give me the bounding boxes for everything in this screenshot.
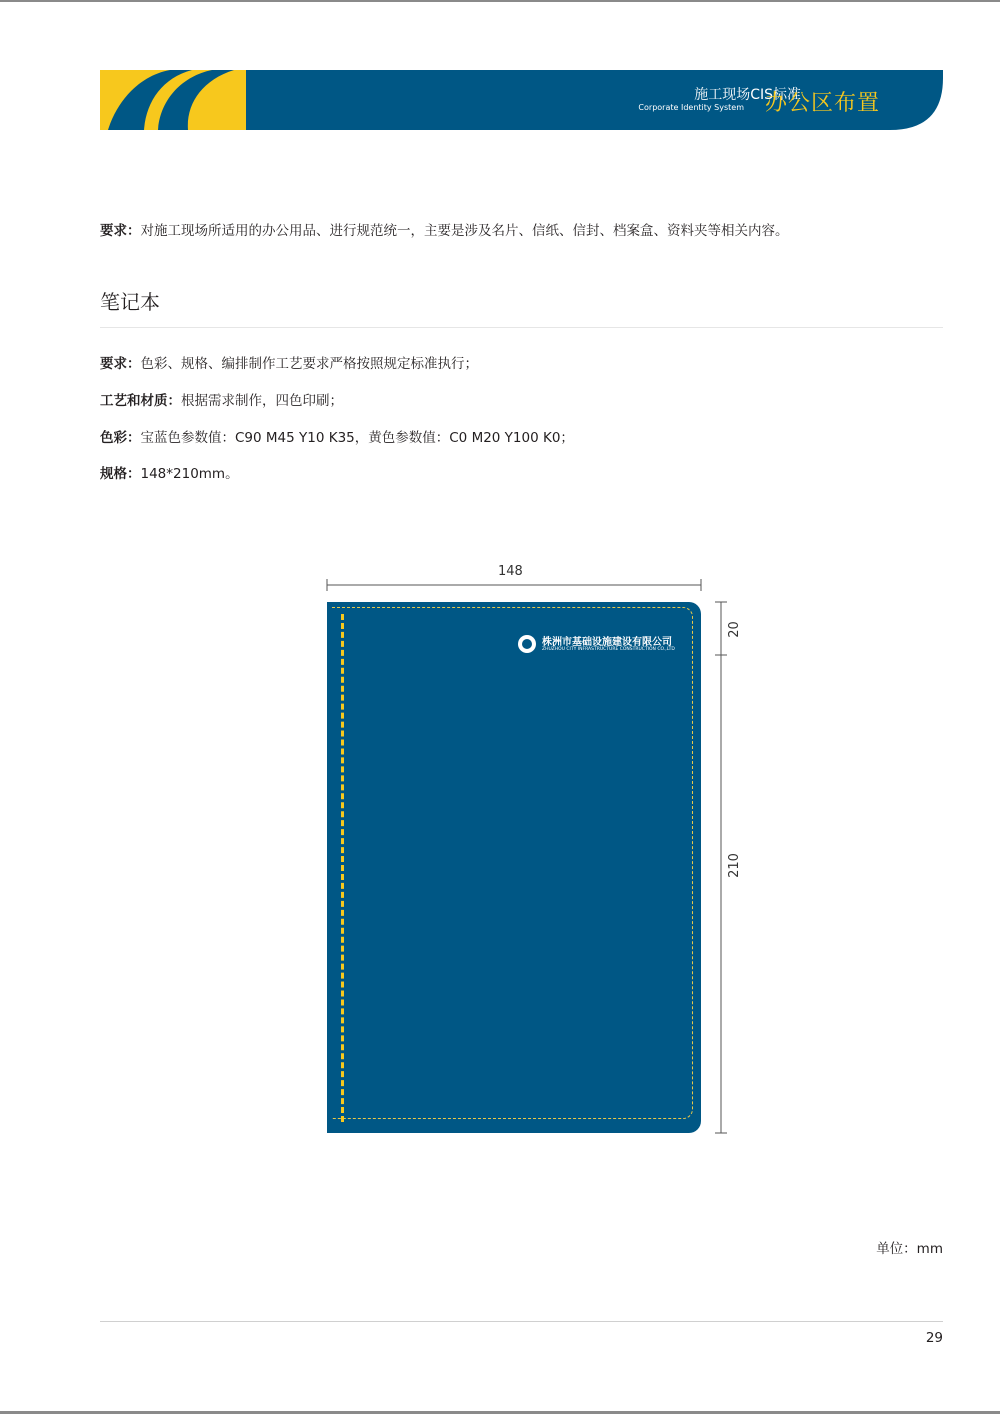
spec-label: 工艺和材质：	[100, 393, 181, 409]
footer-divider	[100, 1321, 943, 1322]
height-dimension-label: 210	[726, 853, 742, 878]
company-logo	[518, 632, 678, 658]
intro-requirement	[100, 219, 789, 239]
header-subtitle-cn: 施工现场CIS标准	[694, 87, 801, 103]
intro-label: 要求：	[100, 223, 141, 239]
company-name-en: ZHUZHOU CITY INFRASTRUCTURE CONSTRUCTION CO.,LTD	[542, 647, 675, 652]
intro-text: 对施工现场所适用的办公用品、进行规范统一，主要是涉及名片、信纸、信封、档案盒、资料夹等相关内容。	[140, 223, 789, 239]
header-section-title: 办公区布置	[765, 91, 881, 116]
spec-label: 要求：	[100, 356, 141, 372]
spec-text: 色彩、规格、编排制作工艺要求严格按照规定标准执行；	[140, 356, 478, 372]
spine-stitch-line	[341, 614, 344, 1122]
spec-label: 色彩：	[100, 430, 141, 446]
spec-label: 规格：	[100, 466, 141, 482]
spec-text: 宝蓝色参数值：C90 M45 Y10 K35，黄色参数值：C0 M20 Y100 K0；	[140, 430, 574, 446]
top-margin-dimension-label: 20	[726, 621, 742, 638]
section-divider	[100, 327, 943, 328]
header-subtitle-en: Corporate Identity System	[638, 103, 744, 112]
spec-color	[100, 426, 574, 446]
page-number: 29	[925, 1330, 943, 1346]
spec-size	[100, 462, 239, 482]
spec-material	[100, 389, 343, 409]
section-title: 笔记本	[100, 290, 160, 314]
spec-requirement	[100, 352, 478, 372]
top-border	[0, 0, 1000, 2]
spec-text: 148*210mm。	[140, 466, 239, 482]
unit-note: 单位：mm	[876, 1241, 943, 1257]
width-dimension-label: 148	[498, 564, 523, 579]
company-emblem-icon	[518, 635, 536, 653]
cover-stitching	[332, 607, 693, 1119]
notebook-cover	[327, 602, 701, 1133]
company-name-cn: 株洲市基础设施建设有限公司	[542, 637, 672, 648]
spec-text: 根据需求制作，四色印刷；	[181, 393, 343, 409]
